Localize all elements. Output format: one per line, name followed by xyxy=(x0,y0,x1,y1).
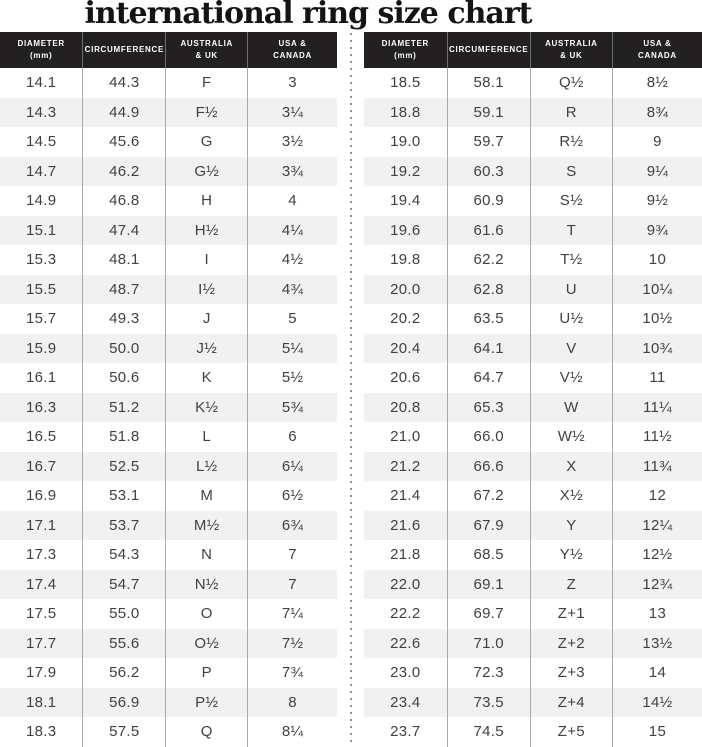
table-cell: S xyxy=(530,157,612,187)
table-cell: 12¼ xyxy=(612,511,702,541)
table-cell: 62.2 xyxy=(447,245,530,275)
column-header xyxy=(364,32,447,68)
table-cell: 14.3 xyxy=(25,103,57,121)
table-cell: 20.4 xyxy=(390,339,421,357)
table-cell: 55.0 xyxy=(83,599,166,629)
table-row xyxy=(364,599,702,629)
table-cell: 10 xyxy=(612,245,702,275)
table-cell: 49.3 xyxy=(83,304,166,334)
table-row xyxy=(364,570,702,600)
table-cell: 64.7 xyxy=(447,363,530,393)
table-cell: 6¼ xyxy=(248,452,337,482)
column-header-line: CANADA xyxy=(273,51,313,60)
table-cell: 15.9 xyxy=(25,339,57,357)
table-cell: 11¼ xyxy=(612,393,702,423)
table-cell: 45.6 xyxy=(83,127,166,157)
table-row xyxy=(0,186,337,216)
table-cell: 56.9 xyxy=(83,688,166,718)
table-cell: 11¾ xyxy=(612,452,702,482)
table-cell: O½ xyxy=(166,629,248,659)
table-cell: 9¾ xyxy=(612,216,702,246)
table-cell: 17.5 xyxy=(25,605,57,623)
table-cell: 13½ xyxy=(612,629,702,659)
table-cell: 67.9 xyxy=(447,511,530,541)
table-cell: 62.8 xyxy=(447,275,530,305)
table-cell: 10¼ xyxy=(612,275,702,305)
table-cell: 6 xyxy=(248,422,337,452)
table-cell: 46.8 xyxy=(83,186,166,216)
table-cell: J xyxy=(166,304,248,334)
table-cell: Q xyxy=(166,717,248,747)
table-cell: 65.3 xyxy=(447,393,530,423)
table-cell: Z+4 xyxy=(530,688,612,718)
ring-size-table-left xyxy=(0,32,337,747)
table-cell: 68.5 xyxy=(447,540,530,570)
table-cell: 20.8 xyxy=(390,398,421,416)
table-cell: T xyxy=(530,216,612,246)
table-cell: 23.7 xyxy=(390,723,421,741)
table-row xyxy=(364,511,702,541)
table-cell: T½ xyxy=(530,245,612,275)
table-cell: P xyxy=(166,658,248,688)
table-cell: 71.0 xyxy=(447,629,530,659)
table-cell: L xyxy=(166,422,248,452)
table-cell: 4½ xyxy=(248,245,337,275)
table-cell: 16.3 xyxy=(25,398,57,416)
column-header-line: DIAMETER xyxy=(381,39,430,49)
column-header xyxy=(530,32,612,68)
table-row xyxy=(0,481,337,511)
table-row xyxy=(0,393,337,423)
table-row xyxy=(364,363,702,393)
table-cell: 14.5 xyxy=(25,133,57,151)
table-cell: 56.2 xyxy=(83,658,166,688)
table-row xyxy=(364,393,702,423)
table-cell: 44.9 xyxy=(83,98,166,128)
table-row xyxy=(0,216,337,246)
ring-size-table-right xyxy=(364,32,702,747)
table-cell: W xyxy=(530,393,612,423)
table-row xyxy=(0,452,337,482)
table-cell: 9¼ xyxy=(612,157,702,187)
table-cell: 7¾ xyxy=(248,658,337,688)
table-cell: 74.5 xyxy=(447,717,530,747)
table-cell: F½ xyxy=(166,98,248,128)
table-cell: 22.6 xyxy=(390,634,421,652)
table-row xyxy=(364,216,702,246)
column-header xyxy=(248,32,337,68)
table-cell: 58.1 xyxy=(447,68,530,98)
table-row xyxy=(0,688,337,718)
table-cell: F xyxy=(166,68,248,98)
table-cell: X xyxy=(530,452,612,482)
table-cell: M xyxy=(166,481,248,511)
table-cell: 17.7 xyxy=(25,634,57,652)
table-cell: 66.6 xyxy=(447,452,530,482)
table-cell: 21.8 xyxy=(390,546,421,564)
column-header-line: AUSTRALIA xyxy=(180,39,233,49)
table-cell: 16.7 xyxy=(25,457,57,475)
header-row xyxy=(0,32,337,68)
table-cell: 8½ xyxy=(612,68,702,98)
table-cell: 53.1 xyxy=(83,481,166,511)
table-cell: 69.7 xyxy=(447,599,530,629)
table-cell: 9 xyxy=(612,127,702,157)
column-header-line: USA & xyxy=(278,39,307,49)
table-cell: 21.6 xyxy=(390,516,421,534)
table-cell: H½ xyxy=(166,216,248,246)
column-header xyxy=(612,32,702,68)
table-cell: Y xyxy=(530,511,612,541)
table-cell: 3¾ xyxy=(248,157,337,187)
table-cell: 47.4 xyxy=(83,216,166,246)
table-cell: 18.3 xyxy=(25,723,57,741)
table-cell: 54.3 xyxy=(83,540,166,570)
table-cell: 3¼ xyxy=(248,98,337,128)
table-row xyxy=(0,98,337,128)
table-cell: Q½ xyxy=(530,68,612,98)
table-cell: 7¼ xyxy=(248,599,337,629)
table-cell: 5¼ xyxy=(248,334,337,364)
table-cell: 14.1 xyxy=(25,74,57,92)
table-cell: 48.1 xyxy=(83,245,166,275)
table-cell: 16.9 xyxy=(25,487,57,505)
table-cell: K xyxy=(166,363,248,393)
table-row xyxy=(364,186,702,216)
table-cell: 21.2 xyxy=(390,457,421,475)
column-header-line: CANADA xyxy=(638,51,677,60)
table-cell: 5½ xyxy=(248,363,337,393)
table-cell: 17.9 xyxy=(25,664,57,682)
table-row xyxy=(364,245,702,275)
table-cell: 11½ xyxy=(612,422,702,452)
table-cell: 18.5 xyxy=(390,74,421,92)
table-cell: 16.1 xyxy=(25,369,57,387)
table-cell: 17.1 xyxy=(25,516,57,534)
table-cell: U½ xyxy=(530,304,612,334)
table-row xyxy=(0,658,337,688)
column-header xyxy=(0,32,83,68)
table-cell: 20.0 xyxy=(390,280,421,298)
table-cell: Z+5 xyxy=(530,717,612,747)
table-cell: 60.3 xyxy=(447,157,530,187)
table-cell: 8¼ xyxy=(248,717,337,747)
table-cell: 61.6 xyxy=(447,216,530,246)
table-cell: 14.9 xyxy=(25,192,57,210)
table-row xyxy=(0,599,337,629)
table-cell: G xyxy=(166,127,248,157)
table-row xyxy=(364,452,702,482)
table-row xyxy=(0,570,337,600)
table-cell: 44.3 xyxy=(83,68,166,98)
table-cell: 14½ xyxy=(612,688,702,718)
table-cell: Z+1 xyxy=(530,599,612,629)
table-cell: 15.3 xyxy=(25,251,57,269)
table-cell: M½ xyxy=(166,511,248,541)
table-cell: 55.6 xyxy=(83,629,166,659)
table-row xyxy=(0,363,337,393)
table-row xyxy=(364,422,702,452)
table-cell: N xyxy=(166,540,248,570)
table-cell: X½ xyxy=(530,481,612,511)
table-row xyxy=(364,688,702,718)
table-cell: U xyxy=(530,275,612,305)
table-cell: 22.2 xyxy=(390,605,421,623)
table-row xyxy=(0,127,337,157)
table-cell: 69.1 xyxy=(447,570,530,600)
table-cell: 6½ xyxy=(248,481,337,511)
table-row xyxy=(0,422,337,452)
table-row xyxy=(364,127,702,157)
table-row xyxy=(364,157,702,187)
table-cell: 16.5 xyxy=(25,428,57,446)
column-header xyxy=(166,32,248,68)
table-cell: 15.5 xyxy=(25,280,57,298)
column-header-line: CIRCUMFERENCE xyxy=(449,45,529,55)
table-cell: O xyxy=(166,599,248,629)
table-cell: 5 xyxy=(248,304,337,334)
table-cell: 8 xyxy=(248,688,337,718)
table-cell: V xyxy=(530,334,612,364)
table-cell: 67.2 xyxy=(447,481,530,511)
column-header-line: & UK xyxy=(195,51,218,60)
table-row xyxy=(364,334,702,364)
table-cell: 20.6 xyxy=(390,369,421,387)
table-cell: 5¾ xyxy=(248,393,337,423)
table-cell: 72.3 xyxy=(447,658,530,688)
table-row xyxy=(0,68,337,98)
column-header-line: AUSTRALIA xyxy=(545,39,598,49)
table-cell: W½ xyxy=(530,422,612,452)
table-cell: 51.2 xyxy=(83,393,166,423)
column-header-line: DIAMETER xyxy=(17,39,65,49)
table-cell: 46.2 xyxy=(83,157,166,187)
table-cell: 3½ xyxy=(248,127,337,157)
column-header-line: (mm) xyxy=(30,51,53,60)
table-cell: 10½ xyxy=(612,304,702,334)
table-cell: 19.0 xyxy=(390,133,421,151)
table-cell: 4¾ xyxy=(248,275,337,305)
table-cell: L½ xyxy=(166,452,248,482)
table-row xyxy=(0,275,337,305)
table-row xyxy=(364,481,702,511)
table-cell: 50.6 xyxy=(83,363,166,393)
table-cell: 52.5 xyxy=(83,452,166,482)
table-cell: 14 xyxy=(612,658,702,688)
table-row xyxy=(364,304,702,334)
table-cell: 12½ xyxy=(612,540,702,570)
table-row xyxy=(0,540,337,570)
table-cell: N½ xyxy=(166,570,248,600)
table-cell: 48.7 xyxy=(83,275,166,305)
table-cell: Z+3 xyxy=(530,658,612,688)
table-cell: 17.4 xyxy=(25,575,57,593)
table-cell: Y½ xyxy=(530,540,612,570)
table-cell: I½ xyxy=(166,275,248,305)
table-cell: S½ xyxy=(530,186,612,216)
table-cell: 23.0 xyxy=(390,664,421,682)
table-cell: 15.7 xyxy=(25,310,57,328)
table-cell: 11 xyxy=(612,363,702,393)
table-row xyxy=(0,511,337,541)
column-header-line: (mm) xyxy=(394,51,417,60)
table-cell: V½ xyxy=(530,363,612,393)
table-cell: 22.0 xyxy=(390,575,421,593)
table-cell: 19.6 xyxy=(390,221,421,239)
table-cell: R½ xyxy=(530,127,612,157)
column-header-line: CIRCUMFERENCE xyxy=(84,45,164,55)
table-cell: 15.1 xyxy=(25,221,57,239)
table-cell: 8¾ xyxy=(612,98,702,128)
header-row xyxy=(364,32,702,68)
table-row xyxy=(0,629,337,659)
table-cell: K½ xyxy=(166,393,248,423)
table-cell: 57.5 xyxy=(83,717,166,747)
table-cell: H xyxy=(166,186,248,216)
table-cell: J½ xyxy=(166,334,248,364)
table-cell: 15 xyxy=(612,717,702,747)
table-cell: 51.8 xyxy=(83,422,166,452)
table-cell: R xyxy=(530,98,612,128)
table-row xyxy=(364,658,702,688)
table-cell: 60.9 xyxy=(447,186,530,216)
table-cell: 59.7 xyxy=(447,127,530,157)
table-cell: 12 xyxy=(612,481,702,511)
table-cell: Z+2 xyxy=(530,629,612,659)
table-cell: 63.5 xyxy=(447,304,530,334)
table-cell: 21.4 xyxy=(390,487,421,505)
dotted-divider xyxy=(350,33,352,745)
table-cell: 19.4 xyxy=(390,192,421,210)
table-cell: 59.1 xyxy=(447,98,530,128)
column-header-line: & UK xyxy=(560,51,583,60)
column-header xyxy=(83,32,166,68)
table-cell: 17.3 xyxy=(25,546,57,564)
table-row xyxy=(364,98,702,128)
table-cell: 18.1 xyxy=(25,693,57,711)
page-title: international ring size chart xyxy=(84,0,532,31)
table-cell: 7 xyxy=(248,540,337,570)
table-row xyxy=(0,245,337,275)
table-row xyxy=(364,540,702,570)
table-cell: 18.8 xyxy=(390,103,421,121)
table-cell: 7½ xyxy=(248,629,337,659)
table-cell: 66.0 xyxy=(447,422,530,452)
table-row xyxy=(0,304,337,334)
table-row xyxy=(364,275,702,305)
table-row xyxy=(364,629,702,659)
table-cell: 6¾ xyxy=(248,511,337,541)
table-cell: 4 xyxy=(248,186,337,216)
table-cell: I xyxy=(166,245,248,275)
table-cell: 20.2 xyxy=(390,310,421,328)
column-header xyxy=(447,32,530,68)
table-cell: 4¼ xyxy=(248,216,337,246)
table-row xyxy=(0,717,337,747)
table-cell: 12¾ xyxy=(612,570,702,600)
table-cell: 19.2 xyxy=(390,162,421,180)
table-cell: 53.7 xyxy=(83,511,166,541)
table-cell: 19.8 xyxy=(390,251,421,269)
table-cell: 10¾ xyxy=(612,334,702,364)
table-cell: 3 xyxy=(248,68,337,98)
table-cell: 64.1 xyxy=(447,334,530,364)
column-header-line: USA & xyxy=(643,39,672,49)
table-cell: P½ xyxy=(166,688,248,718)
table-cell: 54.7 xyxy=(83,570,166,600)
table-row xyxy=(0,334,337,364)
table-cell: 9½ xyxy=(612,186,702,216)
table-cell: G½ xyxy=(166,157,248,187)
table-cell: 14.7 xyxy=(25,162,57,180)
table-cell: 50.0 xyxy=(83,334,166,364)
table-cell: 7 xyxy=(248,570,337,600)
table-cell: 13 xyxy=(612,599,702,629)
table-row xyxy=(364,717,702,747)
table-cell: Z xyxy=(530,570,612,600)
table-cell: 23.4 xyxy=(390,693,421,711)
table-cell: 73.5 xyxy=(447,688,530,718)
table-cell: 21.0 xyxy=(390,428,421,446)
table-row xyxy=(0,157,337,187)
table-row xyxy=(364,68,702,98)
